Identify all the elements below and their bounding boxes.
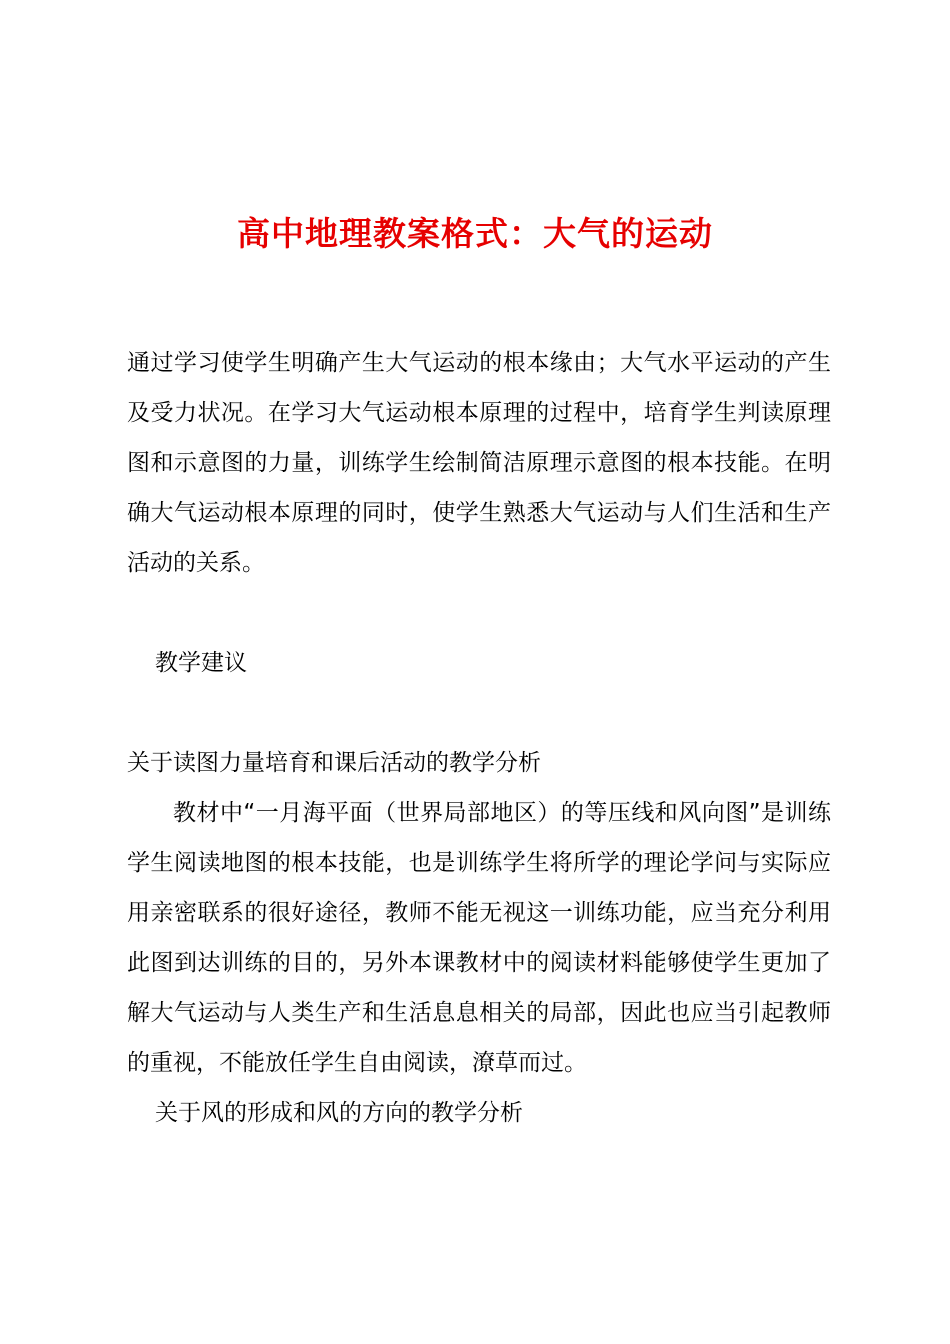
intro-paragraph: 通过学习使学生明确产生大气运动的根本缘由；大气水平运动的产生及受力状况。在学习大气运动根本原理的过程中，培育学生判读原理图和示意图的力量，训练学生绘制简洁原理示意图的根本技能。在明确大气运动根本原理的同时，使学生熟悉大气运动与人们生活和生产活动的关系。 — [127, 350, 831, 576]
page-title: 高中地理教案格式：大气的运动 — [237, 214, 713, 253]
map-reading-heading: 关于读图力量培育和课后活动的教学分析 — [127, 750, 541, 776]
textbook-analysis-paragraph: 教材中“一月海平面（世界局部地区）的等压线和风向图”是训练学生阅读地图的根本技能，也是训练学生将所学的理论学问与实际应用亲密联系的很好途径，教师不能无视这一训练功能，应当充分利用此图到达训练的目的，另外本课教材中的阅读材料能够使学生更加了解大气运动与人类生产和生活息息相关的局部，因此也应当引起教师的重视，不能放任学生自由阅读，潦草而过。 — [127, 800, 831, 1076]
teaching-advice-heading: 教学建议 — [155, 650, 247, 676]
wind-analysis-heading: 关于风的形成和风的方向的教学分析 — [155, 1100, 523, 1126]
